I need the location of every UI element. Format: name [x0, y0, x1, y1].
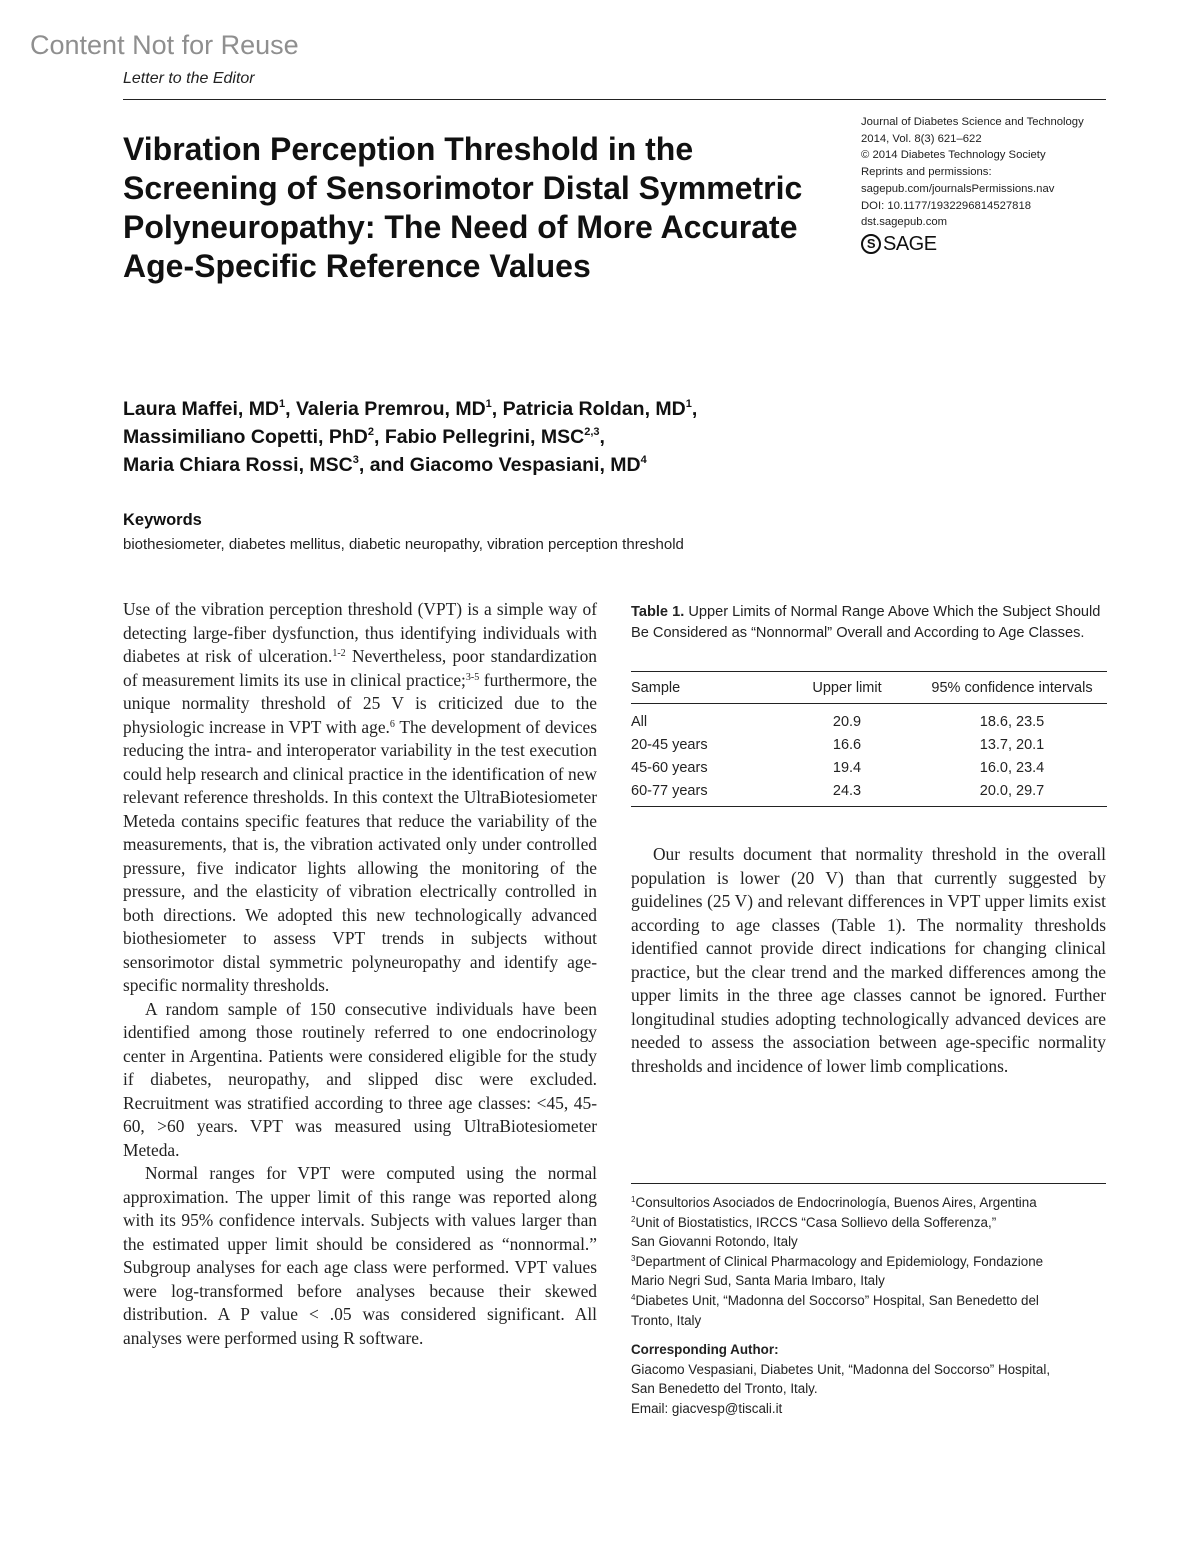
table-header-cell: Sample — [631, 672, 777, 704]
author-line — [123, 423, 883, 451]
table-cell: 19.4 — [832, 759, 862, 776]
body-right-paragraph: Our results document that normality threshold in the overall population is lower (20 V) than that currently suggested by guidelines (25 V) and relevant differences in VPT upper limits exist according to age classes (Table 1). The normality thresholds identified cannot provide direct indications for changing clinical practice, but the clear trend and the marked differences among the upper limits in the three age classes cannot be ignored. Further longitudinal studies adopting technologically advanced devices are needed to assess the association between age-specific normality thresholds and incidence of lower limb complications. — [631, 844, 1106, 1076]
author-separator: , and — [358, 454, 410, 476]
author-affiliation: 3 — [352, 454, 359, 466]
journal-copyright: © 2014 Diabetes Technology Society — [861, 149, 1046, 162]
author-name: Laura Maffei, MD — [123, 398, 280, 420]
table-cell: 13.7, 20.1 — [979, 736, 1045, 753]
author-line — [123, 395, 883, 423]
data-table — [631, 671, 1107, 807]
watermark: Content Not for Reuse — [30, 30, 299, 60]
author-name: Massimiliano Copetti, PhD — [123, 426, 368, 448]
author-affiliation: 4 — [640, 454, 647, 466]
author-affiliation: 2 — [367, 426, 374, 438]
affiliation-line — [631, 1291, 1111, 1311]
author-separator: , — [599, 426, 605, 448]
table-cell: 16.6 — [832, 736, 862, 753]
header-rule — [123, 99, 1106, 100]
citation: 3-5 — [465, 671, 480, 683]
body-left-column — [123, 598, 597, 1350]
table-caption — [631, 602, 1107, 644]
table-cell: All — [631, 713, 648, 730]
affiliation-line: Tronto, Italy — [631, 1312, 702, 1328]
article-title: Vibration Perception Threshold in the Screening of Sensorimotor Distal Symmetric Polyneuropathy: The Need of More Accurate Age-Specific Reference Values — [123, 131, 803, 284]
affiliation-text: Department of Clinical Pharmacology and Epidemiology, Fondazione — [635, 1253, 1044, 1269]
author-name: Fabio Pellegrini, MSC — [384, 426, 585, 448]
affiliation-number: 1 — [631, 1195, 636, 1204]
affiliation-line — [631, 1193, 1111, 1213]
author-name: Giacomo Vespasiani, MD — [409, 454, 641, 476]
author-separator: , — [285, 398, 296, 420]
affiliation-number: 2 — [631, 1214, 636, 1224]
paragraph-text: The development of devices reducing the intra- and interoperator variability in the test execution could help research and clinical practice in the identification of new relevant reference thresholds. In this context the UltraBiotesiometer Meteda contains specific features that reduce the variability of the measurements, that is, the vibration activated only under controlled pressure, five indicator lights allowing the monitoring of the pressure, and the elasticity of vibration electrically controlled in both directions. We adopted this new technologically advanced biothesiometer to assess VPT trends in subjects without sensorimotor distal symmetric polyneuropathy and identify age-specific normality thresholds. — [123, 716, 597, 995]
author-name: Maria Chiara Rossi, MSC — [123, 454, 353, 476]
section-label: Letter to the Editor — [123, 70, 255, 87]
doi[interactable]: DOI: 10.1177/1932296814527818 — [861, 199, 1032, 212]
citation: 6 — [389, 718, 395, 730]
table-cell: 60-77 years — [631, 779, 777, 807]
journal-reprints: Reprints and permissions: — [861, 166, 992, 179]
affiliations-rule — [631, 1183, 1106, 1184]
journal-volume: 2014, Vol. 8(3) 621–622 — [861, 132, 982, 145]
corresponding-author-line: Giacomo Vespasiani, Diabetes Unit, “Madonna del Soccorso” Hospital, — [631, 1361, 1051, 1377]
affiliation-line — [631, 1252, 1111, 1272]
journal-site-link[interactable]: dst.sagepub.com — [861, 216, 948, 229]
author-affiliation: 1 — [279, 398, 286, 410]
table-cell: 45-60 years — [631, 759, 708, 776]
author-list — [123, 395, 883, 479]
table-cell: 18.6, 23.5 — [979, 713, 1045, 730]
permissions-link[interactable]: sagepub.com/journalsPermissions.nav — [861, 182, 1055, 195]
author-affiliation: 1 — [485, 398, 492, 410]
author-name: Valeria Premrou, MD — [296, 398, 486, 420]
table-header-cell: 95% confidence intervals — [917, 672, 1107, 704]
paragraph-text: Use of the vibration perception threshold (VPT) is a simple way of detecting large-fiber dysfunction, thus identifying individuals with diabetes at risk of ulceration. — [123, 599, 597, 666]
affiliation-text: Unit of Biostatistics, IRCCS “Casa Sollievo della Sofferenza,” — [635, 1214, 997, 1230]
paragraph-text: furthermore, the unique normality threshold of 25 V is criticized due to the physiologic increase in VPT with age. — [123, 669, 597, 737]
affiliations — [631, 1193, 1111, 1419]
table-header-row — [631, 672, 1107, 704]
body-paragraph: Normal ranges for VPT were computed using the normal approximation. The upper limit of this range was reported along with its 95% confidence intervals. Subjects with values larger than the estimated upper limit should be considered as “nonnormal.” Subgroup analyses for each age class were performed. VPT values were log-transformed before analyses because their skewed distribution. A P value < .05 was considered significant. All analyses were performed using R software. — [123, 1163, 597, 1348]
affiliation-number: 3 — [631, 1253, 636, 1263]
author-name: Patricia Roldan, MD — [502, 398, 686, 420]
keywords-heading: Keywords — [123, 511, 202, 529]
corresponding-author-email[interactable]: Email: giacvesp@tiscali.it — [631, 1400, 783, 1416]
table-cell: 20.0, 29.7 — [917, 779, 1107, 807]
body-paragraph — [123, 598, 597, 998]
table-cell: 16.0, 23.4 — [979, 759, 1045, 776]
table-label: Table 1. — [631, 604, 685, 620]
affiliation-text: Diabetes Unit, “Madonna del Soccorso” Hospital, San Benedetto del — [635, 1292, 1039, 1308]
author-affiliation: 2,3 — [584, 426, 600, 438]
body-paragraph: A random sample of 150 consecutive individuals have been identified among those routinely referred to one endocrinology center in Argentina. Patients were considered eligible for the study if diabetes, neuropathy, and slipped disc were excluded. Recruitment was stratified according to three age classes: <45, 45-60, >60 years. VPT was measured using UltraBiotesiometer Meteda. — [123, 998, 597, 1160]
journal-info — [861, 114, 1111, 254]
author-line — [123, 451, 883, 479]
keywords-text: biothesiometer, diabetes mellitus, diabetic neuropathy, vibration perception threshold — [123, 536, 684, 553]
table-header-cell: Upper limit — [777, 672, 917, 704]
table-cell: 20.9 — [832, 713, 862, 730]
affiliation-line — [631, 1213, 1111, 1233]
affiliation-line: San Giovanni Rotondo, Italy — [631, 1234, 798, 1250]
corresponding-author-heading: Corresponding Author: — [631, 1342, 779, 1358]
journal-name: Journal of Diabetes Science and Technology — [861, 116, 1084, 128]
table-row — [631, 704, 1107, 734]
table-cell: 24.3 — [777, 779, 917, 807]
sage-logo-text: SAGE — [883, 232, 937, 255]
author-separator: , — [691, 398, 698, 420]
table-cell: 20-45 years — [631, 736, 708, 753]
table-caption-text: Upper Limits of Normal Range Above Which the Subject Should Be Considered as “Nonnormal” Overall and According to Age Classes. — [631, 604, 1101, 641]
corresponding-author-line: San Benedetto del Tronto, Italy. — [631, 1381, 818, 1397]
citation: 1-2 — [332, 648, 346, 659]
paragraph-text: Nevertheless, poor standardization of measurement limits its use in clinical practice; — [123, 646, 597, 690]
table-row — [631, 779, 1107, 807]
author-separator: , — [374, 426, 385, 448]
affiliation-line: Mario Negri Sud, Santa Maria Imbaro, Italy — [631, 1273, 885, 1289]
author-affiliation: 1 — [685, 398, 692, 410]
sage-logo — [861, 234, 1111, 254]
affiliation-text: Consultorios Asociados de Endocrinología, Buenos Aires, Argentina — [635, 1195, 1037, 1210]
author-separator: , — [491, 398, 503, 420]
table-row — [631, 756, 1107, 779]
sage-logo-icon: S — [861, 234, 881, 254]
affiliation-number: 4 — [631, 1292, 636, 1302]
table-row — [631, 733, 1107, 756]
